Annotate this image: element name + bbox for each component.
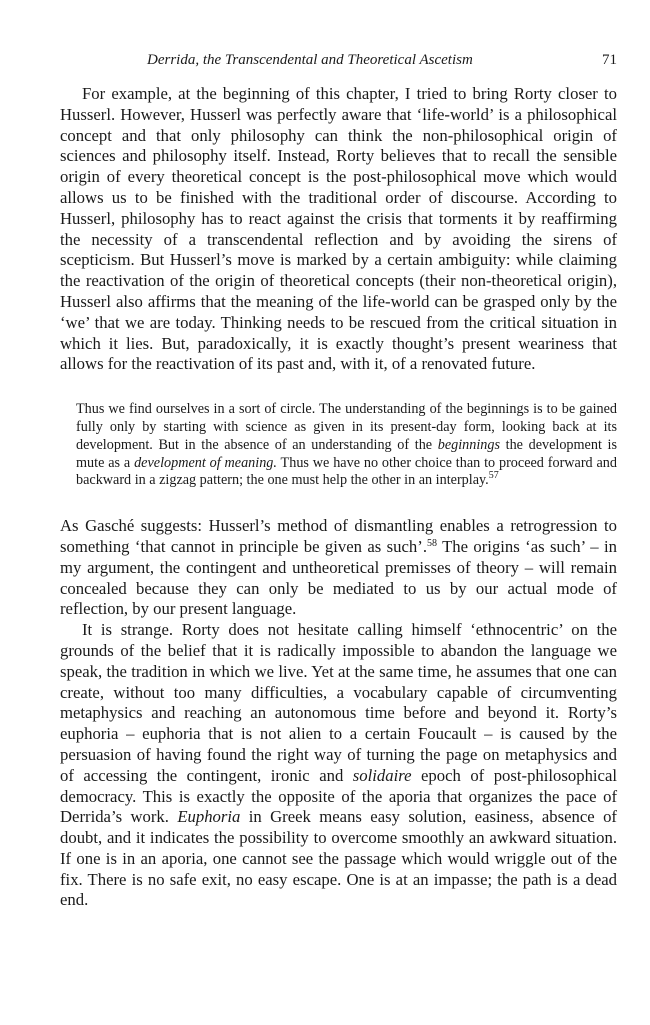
footnote-ref: 57 [488,470,499,482]
footnote-ref: 58 [427,537,437,549]
quote-emphasis: beginnings [437,436,500,453]
page-number: 71 [602,52,617,68]
paragraph-text: in Greek means easy solution, easiness, absence of doubt, and it indicates the possibility to overcome smoothly an awkward situation. If one is in an aporia, one cannot see the passage which would wriggle out of the fix. There is no safe exit, no easy escape. One is at an impasse; the path is a dead end. [60,807,617,910]
quote-emphasis: development of meaning. [134,454,277,471]
quote-text: the development is mute as a [76,436,617,471]
quote-text: Thus we have no other choice than to proceed forward and backward in a zigzag pattern; the one must help the other in an interplay. [76,454,617,489]
body-paragraph-1: For example, at the beginning of this chapter, I tried to bring Rorty closer to Husserl. However, Husserl was perfectly aware that ‘life-world’ is a philosophical concept and that only philosophy can think the non-philosophical origin of sciences and philosophy itself. Instead, Rorty believes that to recall the sensible origin of every theoretical concept is the post-philosophical move which would allows us to be finished with the traditional order of discourse. According to Husserl, philosophy has to react against the crisis that torments it by reaffirming the necessity of a transcendental reflection and by avoiding the sirens of scepticism. But Husserl’s move is marked by a certain ambiguity: while claiming the reactivation of the origin of theoretical concepts (their non-theoretical origin), Husserl also affirms that the meaning of the life-world can be grasped only by the ‘we’ that we are today. Thinking needs to be rescued from the critical situation in which it lies. But, paradoxically, it is exactly thought’s present weariness that allows for the reactivation of its past and, with it, of a renovated future. [60,84,617,374]
body-paragraph-2 [60,516,617,620]
paragraph-emphasis: Euphoria [177,807,241,827]
page-header [60,52,617,76]
body-paragraph-3 [60,620,617,911]
paragraph-text: The origins ‘as such’ – in my argument, the contingent and untheoretical premisses of theory – will remain concealed because they can only be mediated to us by our actual mode of reflection, by our present language. [60,536,617,619]
block-quote [76,401,617,490]
paragraph-text: epoch of post-philosophical democracy. This is exactly the opposite of the aporia that organizes the pace of Derrida’s work. [60,765,617,827]
book-page [60,52,617,911]
running-head: Derrida, the Transcendental and Theoretical Ascetism [147,52,473,68]
paragraph-emphasis: solidaire [352,765,412,785]
quote-text: Thus we find ourselves in a sort of circle. The understanding of the beginnings is to be gained fully only by starting with science as given in its present-day form, looking back at its development. But in the absence of an understanding of the [76,401,617,453]
paragraph-text: It is strange. Rorty does not hesitate calling himself ‘ethnocentric’ on the grounds of the belief that it is radically impossible to abandon the language we speak, the tradition in which we live. Yet at the same time, he assumes that one can create, without too many difficulties, a vocabulary capable of circumventing metaphysics and reaching an autonomous time before and beyond it. Rorty’s euphoria – euphoria that is not alien to a certain Foucault – is caused by the persuasion of having found the right way of turning the page on metaphysics and of accessing the contingent, ironic and [60,620,617,785]
paragraph-text: As Gasché suggests: Husserl’s method of dismantling enables a retrogression to something ‘that cannot in principle be given as such’. [60,516,617,556]
